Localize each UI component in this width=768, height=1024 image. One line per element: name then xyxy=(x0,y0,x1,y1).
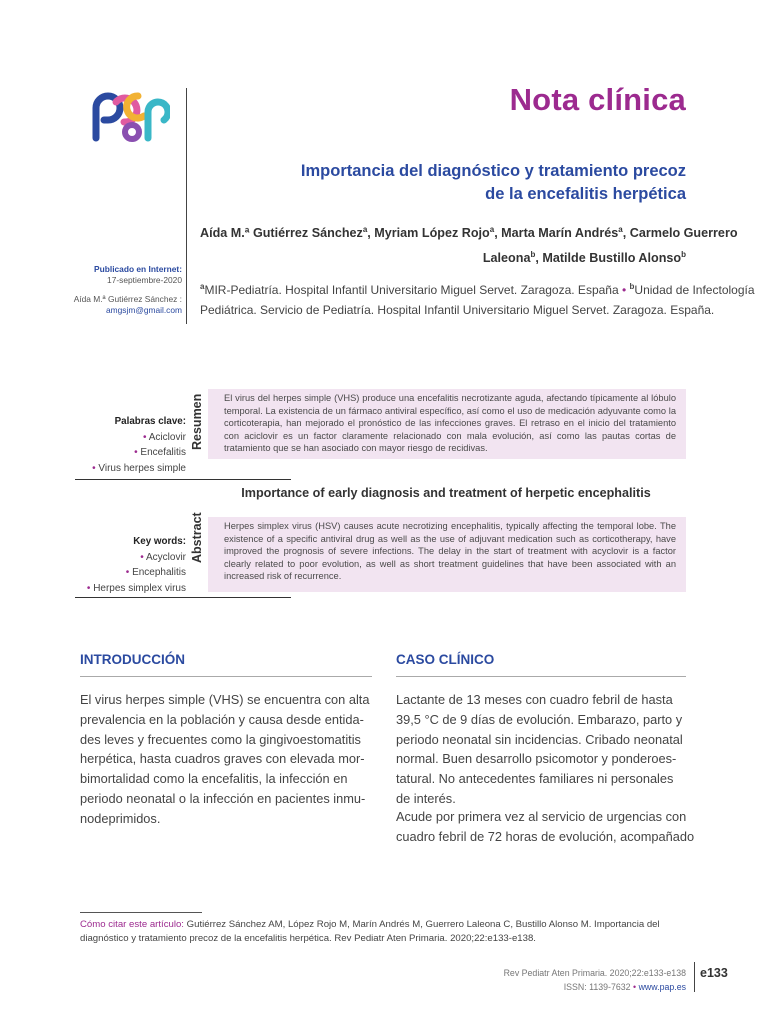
abstract-label: Abstract xyxy=(190,512,204,563)
case-paragraph: Lactante de 13 meses con cuadro febril de hasta 39,5 °C de 9 días de evolución. Embarazo, parto y periodo neonatal sin incidencias. Cribado neonatal normal. Buen desarrollo psicomotor y ponderoes- tatural. No antecedentes familiares ni personales de interés. xyxy=(396,692,683,806)
divider xyxy=(75,597,291,598)
case-paragraph: Acude por primera vez al servicio de urgencias con cuadro febril de 72 horas de evolución, acompañado xyxy=(396,809,695,844)
intro-paragraph: El virus herpes simple (VHS) se encuentra con alta prevalencia en la población y causa desde entida- des leves y frecuentes como la gingivoestomatitis herpética, hasta cuadros graves con elevada mor- bimortalidad como la encefalitis, la infección en periodo neonatal o la infección en pacientes inmu- nodeprimidos. xyxy=(80,692,370,826)
page-number: e133 xyxy=(700,966,728,980)
divider xyxy=(75,479,291,480)
article-title: Importancia del diagnóstico y tratamiento precoz de la encefalitis herpética xyxy=(300,162,686,203)
resumen-label: Resumen xyxy=(190,393,204,450)
citation: Cómo citar este artículo: Gutiérrez Sánchez AM, López Rojo M, Marín Andrés M, Guerrero Laleona C, Bustillo Alonso M. Importancia del diagnóstico y tratamiento precoz de la encefalitis herpética. Rev Pediatr Aten Primaria. 2020;22:e133-e138. xyxy=(80,919,660,944)
keywords-es: Palabras clave: • Aciclovir • Encefalitis • Virus herpes simple xyxy=(92,416,186,474)
header-divider xyxy=(186,88,187,324)
english-title: Importance of early diagnosis and treatment of herpetic encephalitis xyxy=(241,486,651,500)
section-type: Nota clínica xyxy=(509,82,686,117)
email-link[interactable]: amgsjm@gmail.com xyxy=(106,305,182,315)
author-list: Aída M.ª Gutiérrez Sánchez$^a$, Myriam López Rojo$^a$, Marta Marín Andrés$^a$, Carmelo Guerrero Laleona$^b$, Matilde Bustillo Alonso$^b$ xyxy=(200,225,738,266)
case-heading: CASO CLÍNICO xyxy=(396,652,495,667)
keywords-en: Key words: • Acyclovir • Encephalitis • Herpes simplex virus xyxy=(86,536,186,594)
divider xyxy=(694,962,695,992)
divider xyxy=(396,676,686,677)
divider xyxy=(80,676,372,677)
correspondence: Aída M.ª Gutiérrez Sánchez : amgsjm@gmail.com xyxy=(60,294,182,316)
website-link[interactable]: www.pap.es xyxy=(638,982,686,992)
journal-info: Rev Pediatr Aten Primaria. 2020;22:e133-e138 ISSN: 1139-7632 • www.pap.es xyxy=(503,968,686,992)
abstract-text: Herpes simplex virus (HSV) causes acute necrotizing encephalitis, typically affecting the temporal lobe. The existence of a specific antiviral drug as well as the use of adjuvant medication such as corticotherapy, have improved the prognosis of severe infections. The delay in the start of treatment with acyclovir is a factor clearly related to poor evolution, as well as short treatment guidelines that have been associated with an increased risk of recurrence. xyxy=(208,517,686,592)
publication-info: Publicado en Internet: 17-septiembre-2020 xyxy=(94,264,182,285)
affiliations: $^a$MIR-Pediatría. Hospital Infantil Universitario Miguel Servet. Zaragoza. España • $^b$Unidad de Infectología Pediátrica. Servicio de Pediatría. Hospital Infantil Universitario Miguel Servet. Zaragoza. España. xyxy=(200,282,755,317)
intro-heading: INTRODUCCIÓN xyxy=(80,652,185,667)
journal-logo xyxy=(92,88,170,146)
divider xyxy=(80,912,202,913)
resumen-text: El virus del herpes simple (VHS) produce una encefalitis necrotizante aguda, afectando típicamente al lóbulo temporal. La existencia de un fármaco antiviral específico, así como el uso de medicación adyuvante como la corticoterapia, han mejorado el pronóstico de las infecciones graves. El retraso en el inicio del tratamiento con aciclovir es un factor claramente relacionado con mala evolución, así como las pautas cortas de tratamiento que se han asociado con mayor riesgo de recidivas. xyxy=(208,389,686,459)
